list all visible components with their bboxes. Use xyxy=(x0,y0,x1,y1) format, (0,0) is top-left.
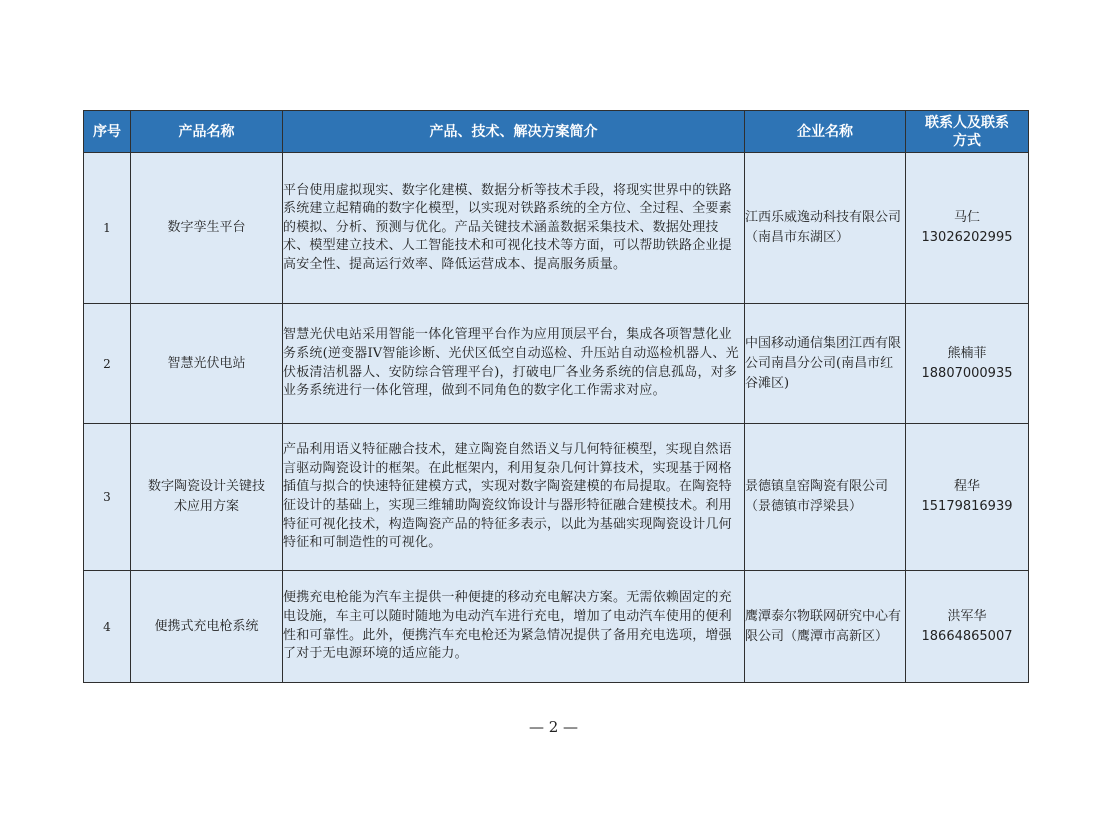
contact-phone: 15179816939 xyxy=(921,499,1013,514)
header-contact xyxy=(906,111,1029,153)
table-header xyxy=(84,111,1029,153)
row-enterprise: 鹰潭泰尔物联网研究中心有限公司（鹰潭市高新区） xyxy=(745,571,906,683)
row-seq: 3 xyxy=(84,424,131,571)
row-description: 便携充电枪能为汽车主提供一种便捷的移动充电解决方案。无需依赖固定的充电设施，车主可以随时随地为电动汽车进行充电，增加了电动汽车使用的便利性和可靠性。此外，便携汽车充电枪还为紧急情况提供了备用充电选项，增强了对于无电源环境的适应能力。 xyxy=(283,571,745,683)
row-contact xyxy=(906,571,1029,683)
table-body xyxy=(84,153,1029,683)
contact-phone: 13026202995 xyxy=(921,230,1013,245)
row-product-name: 数字孪生平台 xyxy=(131,153,283,304)
row-seq: 4 xyxy=(84,571,131,683)
header-description: 产品、技术、解决方案简介 xyxy=(283,111,745,153)
row-contact xyxy=(906,424,1029,571)
header-seq: 序号 xyxy=(84,111,131,153)
page-number: — 2 — xyxy=(528,718,579,736)
contact-phone: 18807000935 xyxy=(921,365,1013,381)
row-enterprise: 景德镇皇窑陶瓷有限公司（景德镇市浮梁县） xyxy=(745,424,906,571)
contact-name: 程华 xyxy=(953,479,980,494)
row-seq: 2 xyxy=(84,304,131,424)
table-header-row xyxy=(84,111,1029,153)
contact-name: 马仁 xyxy=(953,210,980,225)
header-product-name: 产品名称 xyxy=(131,111,283,153)
contact-name: 洪军华 xyxy=(947,608,987,624)
row-description: 产品利用语义特征融合技术，建立陶瓷自然语义与几何特征模型，实现自然语言驱动陶瓷设计的框架。在此框架内，利用复杂几何计算技术，实现基于网格插值与拟合的快速特征建模方式，实现对数字陶瓷建模的布局提取。在陶瓷特征设计的基础上，实现三维辅助陶瓷纹饰设计与器形特征融合建模技术。利用特征可视化技术，构造陶瓷产品的特征多表示，以此为基础实现陶瓷设计几何特征和可制造性的可视化。 xyxy=(283,424,745,571)
row-enterprise: 中国移动通信集团江西有限公司南昌分公司(南昌市红谷滩区) xyxy=(745,304,906,424)
contact-phone: 18664865007 xyxy=(921,628,1013,644)
row-enterprise: 江西乐威逸动科技有限公司（南昌市东湖区） xyxy=(745,153,906,304)
row-seq: 1 xyxy=(84,153,131,304)
header-contact-label: 联系人及联系方式 xyxy=(925,114,1009,149)
table-row xyxy=(84,424,1029,571)
table-row xyxy=(84,304,1029,424)
contact-name: 熊楠菲 xyxy=(947,345,987,361)
product-table xyxy=(83,110,1029,683)
table-row xyxy=(84,153,1029,304)
row-contact xyxy=(906,153,1029,304)
table-row xyxy=(84,571,1029,683)
row-description: 智慧光伏电站采用智能一体化管理平台作为应用顶层平台，集成各项智慧化业务系统(逆变器IV智能诊断、光伏区低空自动巡检、升压站自动巡检机器人、光伏板清洁机器人、安防综合管理平台)，打破电厂各业务系统的信息孤岛，对多业务系统进行一体化管理，做到不同角色的数字化工作需求对应。 xyxy=(283,304,745,424)
row-contact xyxy=(906,304,1029,424)
row-product-name: 便携式充电枪系统 xyxy=(131,571,283,683)
row-product-name: 数字陶瓷设计关键技术应用方案 xyxy=(131,424,283,571)
header-enterprise: 企业名称 xyxy=(745,111,906,153)
row-product-name: 智慧光伏电站 xyxy=(131,304,283,424)
row-description: 平台使用虚拟现实、数字化建模、数据分析等技术手段，将现实世界中的铁路系统建立起精确的数字化模型，以实现对铁路系统的全方位、全过程、全要素的模拟、分析、预测与优化。产品关键技术涵盖数据采集技术、数据处理技术、模型建立技术、人工智能技术和可视化技术等方面，可以帮助铁路企业提高安全性、提高运行效率、降低运营成本、提高服务质量。 xyxy=(283,153,745,304)
